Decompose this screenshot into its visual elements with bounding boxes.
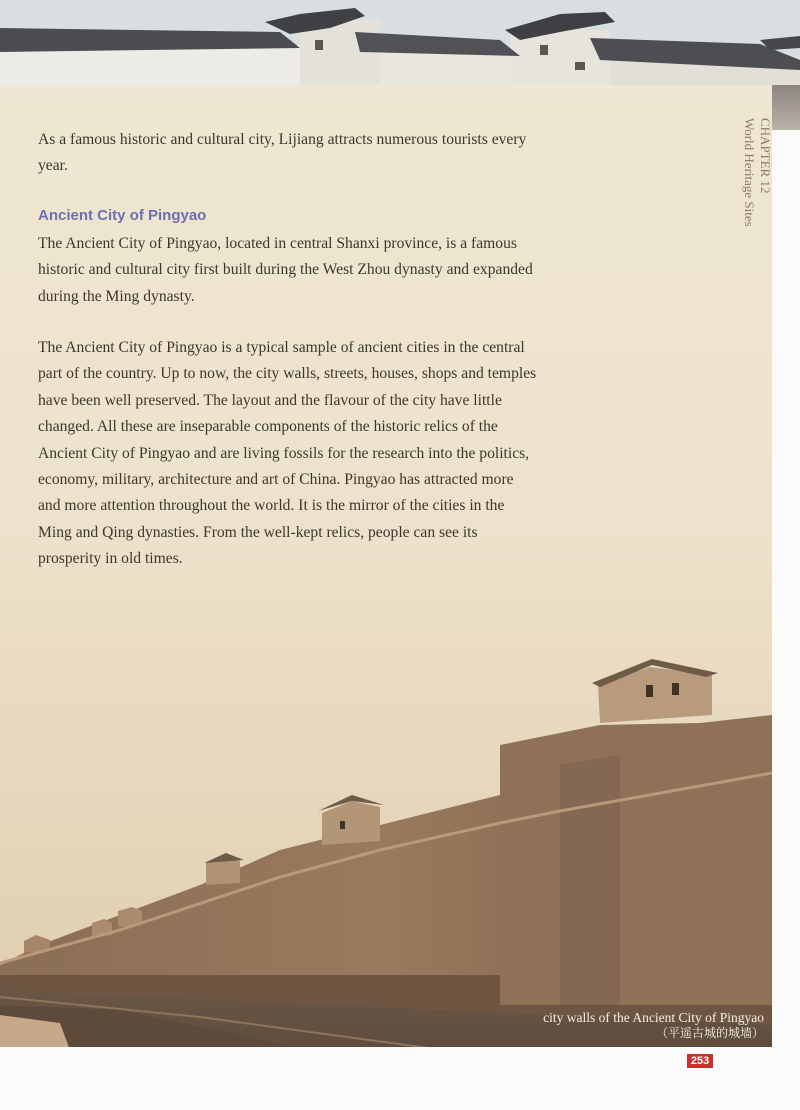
- paragraph-1: The Ancient City of Pingyao, located in central Shanxi province, is a famous historic and cultural city first built during the West Zhou dynasty and expanded during the Ming dynasty.: [38, 235, 533, 305]
- city-walls-photo: [0, 645, 772, 1047]
- section-heading: Ancient City of Pingyao: [38, 207, 207, 224]
- chapter-title: World Heritage Sites: [742, 118, 757, 227]
- page-number: 253: [687, 1054, 713, 1068]
- side-photo-edge: [772, 85, 800, 130]
- chapter-number: CHAPTER 12: [758, 118, 773, 194]
- intro-paragraph: As a famous historic and cultural city, Lijiang attracts numerous tourists every year.: [38, 131, 527, 175]
- chapter-tab: [733, 118, 773, 278]
- houses-illustration: [0, 0, 800, 86]
- photo-caption: [543, 1010, 764, 1041]
- top-houses-photo: [0, 0, 800, 86]
- caption-english: city walls of the Ancient City of Pingyao: [543, 1010, 764, 1025]
- paragraph-2: The Ancient City of Pingyao is a typical sample of ancient cities in the central part of the country. Up to now, the city walls, streets, houses, shops and temples have been well preserved. The layout and the flavour of the city have little changed. All these are inseparable components of the historic relics of the Ancient City of Pingyao and are living fossils for the research into the politics, economy, military, architecture and art of China. Pingyao has attracted more and more attention throughout the world. It is the mirror of the cities in the Ming and Qing dynasties. From the well-kept relics, people can see its prosperity in old times.: [38, 339, 537, 568]
- caption-chinese: （平遥古城的城墙）: [655, 1026, 764, 1040]
- page-panel: [0, 85, 772, 1047]
